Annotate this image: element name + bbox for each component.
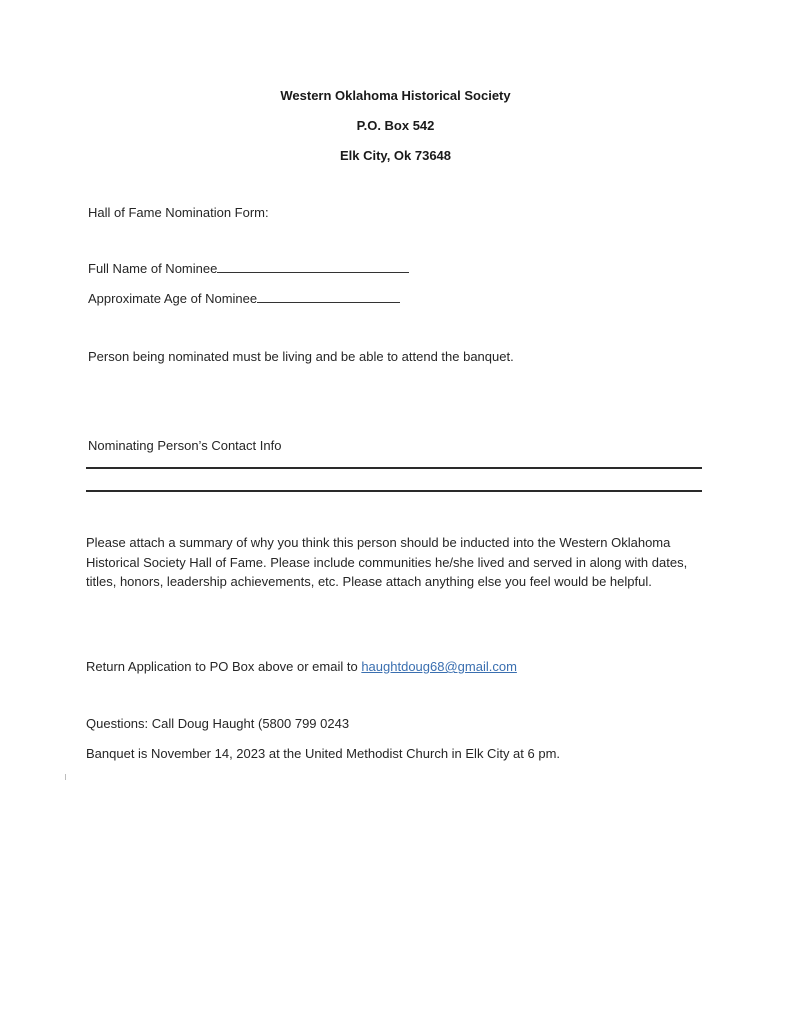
- age-label: Approximate Age of Nominee: [88, 291, 258, 306]
- full-name-label: Full Name of Nominee: [88, 261, 218, 276]
- banquet-text: Banquet is November 14, 2023 at the United Methodist Church in Elk City at 6 pm.: [86, 746, 561, 761]
- full-name-row: [88, 261, 409, 276]
- contact-info-label: Nominating Person’s Contact Info: [88, 438, 282, 453]
- contact-info-line-2[interactable]: [86, 490, 702, 492]
- age-field[interactable]: [257, 291, 400, 303]
- summary-paragraph: [86, 533, 706, 592]
- questions-text: Questions: Call Doug Haught (5800 799 0243: [86, 716, 350, 731]
- requirement-text: Person being nominated must be living and be able to attend the banquet.: [88, 349, 514, 364]
- return-application-row: [86, 659, 517, 674]
- summary-line: Please attach a summary of why you think this person should be inducted into the Western Oklahoma: [86, 535, 671, 550]
- form-title: Hall of Fame Nomination Form:: [88, 205, 269, 220]
- organization-name: Western Oklahoma Historical Society: [280, 88, 511, 103]
- return-text: Return Application to PO Box above or email to: [86, 659, 362, 674]
- contact-info-line-1[interactable]: [86, 467, 702, 469]
- full-name-field[interactable]: [217, 261, 409, 273]
- summary-line: Historical Society Hall of Fame. Please include communities he/she lived and served in along with dates,: [86, 554, 688, 570]
- scan-speck: [65, 774, 66, 780]
- city-address: Elk City, Ok 73648: [339, 148, 452, 163]
- po-box-address: P.O. Box 542: [356, 118, 435, 133]
- age-row: [88, 291, 400, 306]
- email-link[interactable]: haughtdoug68@gmail.com: [361, 659, 517, 674]
- summary-line: titles, honors, leadership achievements, etc. Please attach anything else you feel would be helpful.: [86, 574, 652, 589]
